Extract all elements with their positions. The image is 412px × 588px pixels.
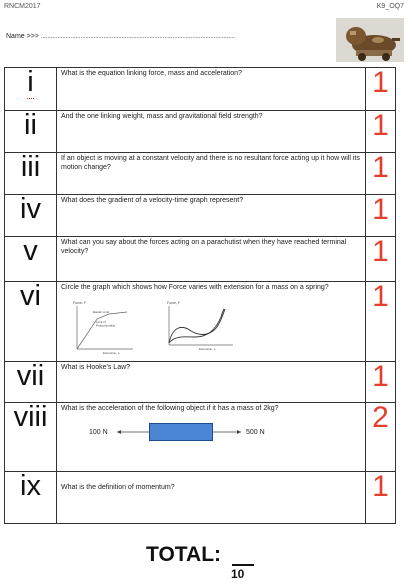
question-row-i — [5, 68, 396, 111]
graph-b-y-label: Force, F — [167, 300, 181, 305]
graph-option-b[interactable] — [159, 297, 239, 355]
question-text-vi: Circle the graph which shows how Force varies with extension for a mass on a spring? — [61, 284, 329, 291]
name-dots: ...................................................................................................................... — [40, 33, 235, 40]
question-text-viii-cell — [57, 403, 366, 472]
graph-options — [61, 297, 361, 357]
mark-iv: 1 — [366, 195, 396, 237]
mark-ix: 1 — [366, 472, 396, 524]
question-number-i: i — [5, 68, 57, 111]
mark-ii: 1 — [366, 111, 396, 153]
graph-a-limit-of: Limit of — [96, 319, 106, 324]
question-number-iii: iii — [5, 153, 57, 195]
mark-v: 1 — [366, 237, 396, 282]
question-text-vi-cell — [57, 282, 366, 362]
question-row-vi — [5, 282, 396, 362]
mark-vii: 1 — [366, 362, 396, 403]
graph-a-proportionality: Proportionality — [96, 323, 116, 327]
question-text-viii: What is the acceleration of the following object if it has a mass of 2kg? — [61, 405, 279, 412]
mark-i: 1 — [366, 68, 396, 111]
question-text-ix: What is the definition of momentum? — [57, 472, 366, 524]
question-text-v: What can you say about the forces acting on a parachutist when they have reached terminal velocity? — [57, 237, 366, 282]
header-left-code: RNCM2017 — [4, 3, 41, 10]
total-label: TOTAL: — [146, 543, 222, 566]
mark-vi: 1 — [366, 282, 396, 362]
graph-a-x-label: Extension, e — [103, 350, 120, 355]
mass-block — [149, 423, 213, 441]
question-row-iv — [5, 195, 396, 237]
question-text-iv: What does the gradient of a velocity-time graph represent? — [57, 195, 366, 237]
header-right-code: K9_OQ7 — [376, 3, 404, 10]
graph-a-y-label: Force, F — [73, 300, 87, 305]
toy-dog-image — [336, 18, 404, 62]
left-arrow-head — [117, 430, 121, 434]
name-line — [6, 33, 235, 40]
question-number-iv: iv — [5, 195, 57, 237]
total-denominator: 10 — [231, 567, 245, 581]
question-text-vii: What is Hooke's Law? — [57, 362, 366, 403]
question-number-vii: vii — [5, 362, 57, 403]
force-left-label: 100 N — [89, 428, 108, 436]
graph-a-elastic-limit: Elastic Limit — [93, 309, 110, 314]
question-number-ix: ix — [5, 472, 57, 524]
question-number-viii: viii — [5, 403, 57, 472]
total-score — [146, 543, 286, 583]
question-text-ii: And the one linking weight, mass and gravitational field strength? — [57, 111, 366, 153]
fraction-bar — [232, 564, 254, 566]
question-row-ix — [5, 472, 396, 524]
question-row-viii — [5, 403, 396, 472]
graph-b-curve-lower — [169, 309, 224, 343]
question-text-iii: If an object is moving at a constant velocity and there is no resultant force acting up it how will its motion change? — [57, 153, 366, 195]
graph-option-a[interactable] — [69, 297, 139, 355]
question-number-ii: ii — [5, 111, 57, 153]
question-row-iii — [5, 153, 396, 195]
question-row-vii — [5, 362, 396, 403]
force-right-label: 500 N — [246, 428, 265, 436]
mark-viii: 2 — [366, 403, 396, 472]
question-row-ii — [5, 111, 396, 153]
question-table — [4, 67, 396, 524]
force-diagram — [61, 420, 361, 444]
graph-b-x-label: Extension, e — [199, 346, 216, 351]
question-row-v — [5, 237, 396, 282]
question-number-vi: vi — [5, 282, 57, 362]
question-number-v: v — [5, 237, 57, 282]
mark-iii: 1 — [366, 153, 396, 195]
right-arrow-head — [237, 430, 241, 434]
question-text-i: What is the equation linking force, mass and acceleration? — [57, 68, 366, 111]
name-label: Name >>> — [6, 33, 39, 40]
